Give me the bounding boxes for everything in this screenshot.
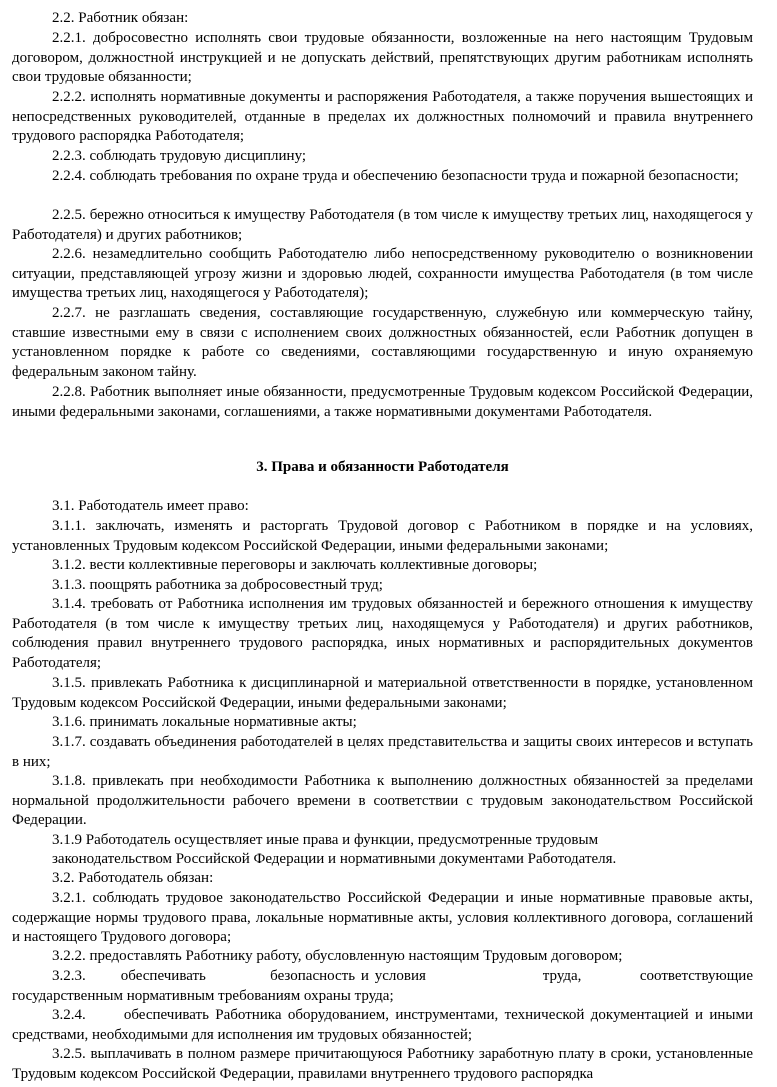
clause-3-1-9-line2: законодательством Российской Федерации и нормативными документами Работодателя. bbox=[52, 851, 617, 867]
clause-3-1-3: 3.1.3. поощрять работника за добросовестный труд; bbox=[52, 577, 383, 593]
clause-3-1-4: 3.1.4. требовать от Работника исполнения им трудовых обязанностей и бережного отношения к имуществу Работодателя (в том числе к имуществу третьих лиц, находящемуся у Работодателя) и других работников, соблюдения правил внутреннего трудового распорядка, иных нормативных и распорядительных документов Работодателя; bbox=[12, 596, 753, 671]
clause-3-2-4: 3.2.4. обеспечивать Работника оборудованием, инструментами, технической документацией и иными средствами, необходимыми для исполнения им трудовых обязанностей; bbox=[12, 1007, 757, 1043]
clause-3-1-9-line1: 3.1.9 Работодатель осуществляет иные права и функции, предусмотренные трудовым bbox=[52, 832, 599, 848]
clause-2-2-7: 2.2.7. не разглашать сведения, составляющие государственную, служебную или коммерческую тайну, ставшие известными ему в связи с исполнением своих должностных обязанностей, если Работник допущен в установленном порядке к работе со сведениями, составляющими государственную и иную охраняемую федеральным законом тайну. bbox=[12, 305, 753, 380]
clause-3-1-5: 3.1.5. привлекать Работника к дисциплинарной и материальной ответственности в порядке, установленном Трудовым кодексом Российской Федерации, иными федеральными законами; bbox=[12, 675, 753, 711]
section-3-title: 3. Права и обязанности Работодателя bbox=[256, 459, 509, 475]
clause-3-2-3: 3.2.3. обеспечивать безопасность и условия труда, соответствующие государственным нормативным требованиям охраны труда; bbox=[12, 968, 757, 1004]
clause-2-2-4: 2.2.4. соблюдать требования по охране труда и обеспечению безопасности труда и пожарной безопасности; bbox=[52, 168, 739, 184]
clause-2-2: 2.2. Работник обязан: bbox=[52, 10, 189, 26]
clause-3-1-2: 3.1.2. вести коллективные переговоры и заключать коллективные договоры; bbox=[52, 557, 538, 573]
clause-3-2-2: 3.2.2. предоставлять Работнику работу, обусловленную настоящим Трудовым договором; bbox=[52, 948, 623, 964]
clause-3-1: 3.1. Работодатель имеет право: bbox=[52, 498, 249, 514]
clause-2-2-1: 2.2.1. добросовестно исполнять свои трудовые обязанности, возложенные на него настоящим Трудовым договором, должностной инструкцией и не допускать действий, препятствующих другим работникам исполнять свои трудовые обязанности; bbox=[12, 30, 753, 86]
clause-3-2: 3.2. Работодатель обязан: bbox=[52, 870, 214, 886]
clause-2-2-6: 2.2.6. незамедлительно сообщить Работодателю либо непосредственному руководителю о возникновении ситуации, представляющей угрозу жизни и здоровью людей, сохранности имущества Работодателя (в том числе имущества третьих лиц, находящегося у Работодателя); bbox=[12, 246, 753, 302]
clause-3-1-1: 3.1.1. заключать, изменять и расторгать Трудовой договор с Работником в порядке и на условиях, установленных Трудовым кодексом Российской Федерации, иными федеральными законами; bbox=[12, 518, 753, 554]
clause-3-2-1: 3.2.1. соблюдать трудовое законодательство Российской Федерации и иные нормативные правовые акты, содержащие нормы трудового права, локальные нормативные акты, условия коллективного договора, соглашений и настоящего Трудового договора; bbox=[12, 890, 753, 946]
clause-3-1-8: 3.1.8. привлекать при необходимости Работника к выполнению должностных обязанностей за пределами нормальной продолжительности рабочего времени в соответствии с трудовым законодательством Российской Федерации. bbox=[12, 773, 753, 829]
clause-2-2-5: 2.2.5. бережно относиться к имуществу Работодателя (в том числе к имуществу третьих лиц, находящегося у Работодателя) и других работников; bbox=[12, 207, 753, 243]
clause-3-1-7: 3.1.7. создавать объединения работодателей в целях представительства и защиты своих интересов и вступать в них; bbox=[12, 734, 753, 770]
clause-2-2-8: 2.2.8. Работник выполняет иные обязанности, предусмотренные Трудовым кодексом Российской Федерации, иными федеральными законами, соглашениями, а также нормативными документами Работодателя. bbox=[12, 384, 753, 420]
clause-2-2-3: 2.2.3. соблюдать трудовую дисциплину; bbox=[52, 148, 307, 164]
clause-3-1-6: 3.1.6. принимать локальные нормативные акты; bbox=[52, 714, 357, 730]
clause-3-2-5: 3.2.5. выплачивать в полном размере причитающуюся Работнику заработную плату в сроки, установленные Трудовым кодексом Российской Федерации, правилами внутреннего трудового распорядка bbox=[12, 1046, 753, 1082]
clause-2-2-2: 2.2.2. исполнять нормативные документы и распоряжения Работодателя, а также поручения вышестоящих и непосредственных руководителей, отданные в пределах их должностных полномочий и правила внутреннего трудового распорядка Работодателя; bbox=[12, 89, 753, 145]
